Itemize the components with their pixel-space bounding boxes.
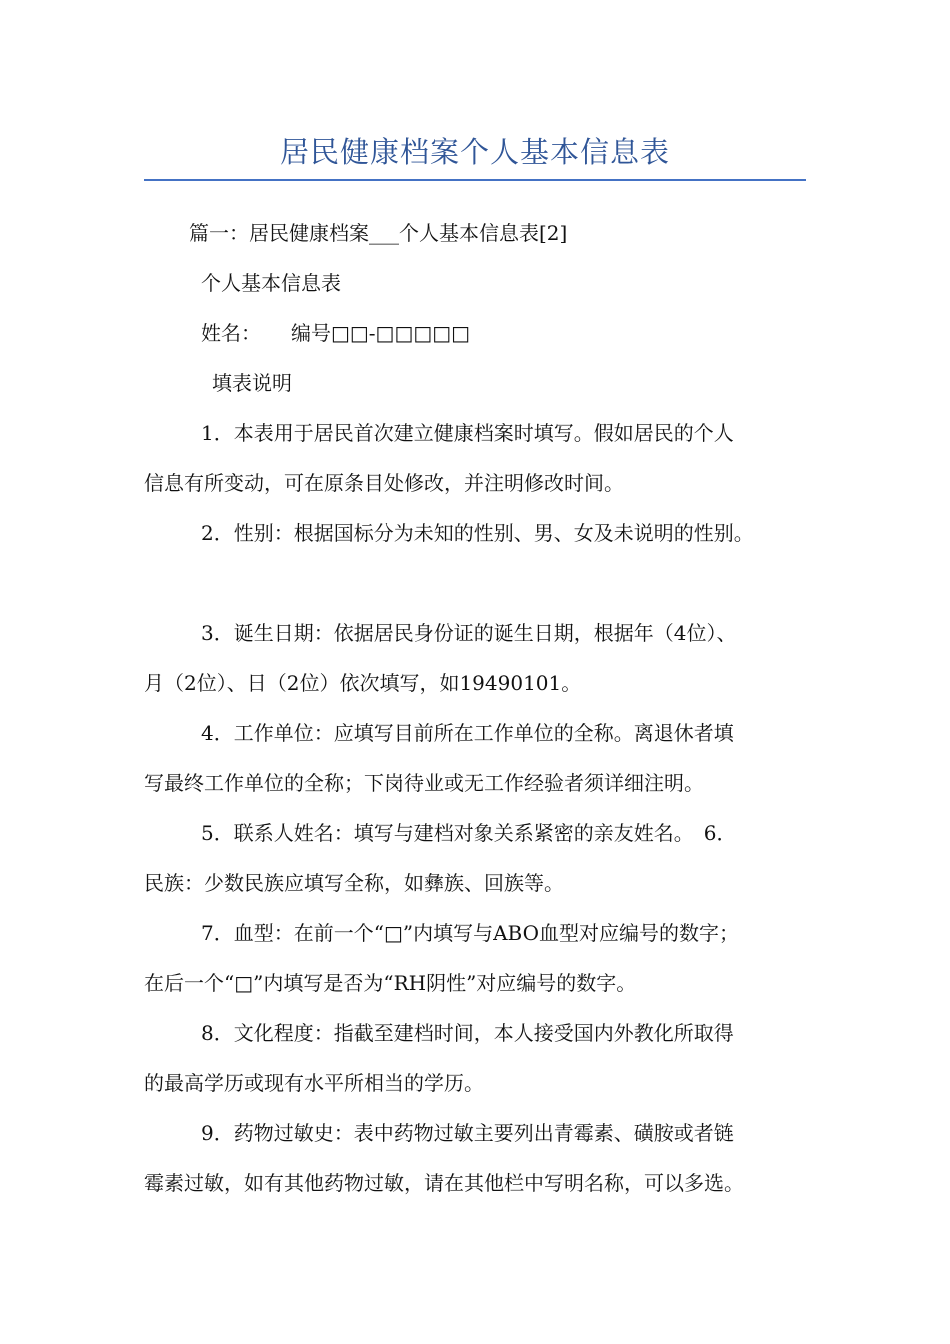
paragraph-line: 2．性别：根据国标分为未知的性别、男、女及未说明的性别。 bbox=[201, 521, 754, 545]
section-heading: 填表说明 bbox=[212, 371, 292, 395]
paragraph-line: 的最高学历或现有水平所相当的学历。 bbox=[144, 1071, 484, 1095]
page-title: 居民健康档案个人基本信息表 bbox=[279, 135, 670, 169]
paragraph-line: 4．工作单位：应填写目前所在工作单位的全称。离退休者填 bbox=[201, 721, 734, 745]
paragraph-line: 8．文化程度：指截至建档时间，本人接受国内外教化所取得 bbox=[201, 1021, 734, 1045]
paragraph-line: 民族：少数民族应填写全称，如彝族、回族等。 bbox=[144, 871, 564, 895]
name-label: 姓名： bbox=[201, 321, 261, 345]
paragraph-line: 在后一个“□”内填写是否为“RH阴性”对应编号的数字。 bbox=[144, 971, 637, 995]
paragraph-line: 月（2位）、日（2位）依次填写，如19490101。 bbox=[144, 671, 582, 695]
paragraph-line: 5．联系人姓名：填写与建档对象关系紧密的亲友姓名。 6． bbox=[201, 821, 737, 845]
paragraph-line: 霉素过敏，如有其他药物过敏，请在其他栏中写明名称，可以多选。 bbox=[144, 1171, 744, 1195]
paragraph-line: 信息有所变动，可在原条目处修改，并注明修改时间。 bbox=[144, 471, 624, 495]
subtitle: 篇一：居民健康档案___个人基本信息表[2] bbox=[189, 221, 568, 245]
form-heading: 个人基本信息表 bbox=[201, 271, 341, 295]
paragraph-line: 写最终工作单位的全称；下岗待业或无工作经验者须详细注明。 bbox=[144, 771, 704, 795]
paragraph-line: 3．诞生日期：依据居民身份证的诞生日期，根据年（4位）、 bbox=[201, 621, 737, 645]
id-number-label: 编号□□-□□□□□ bbox=[291, 321, 471, 345]
paragraph-line: 9．药物过敏史：表中药物过敏主要列出青霉素、磺胺或者链 bbox=[201, 1121, 734, 1145]
paragraph-line: 7．血型：在前一个“□”内填写与ABO血型对应编号的数字； bbox=[201, 921, 739, 945]
title-underline bbox=[144, 179, 806, 181]
paragraph-line: 1．本表用于居民首次建立健康档案时填写。假如居民的个人 bbox=[201, 421, 734, 445]
